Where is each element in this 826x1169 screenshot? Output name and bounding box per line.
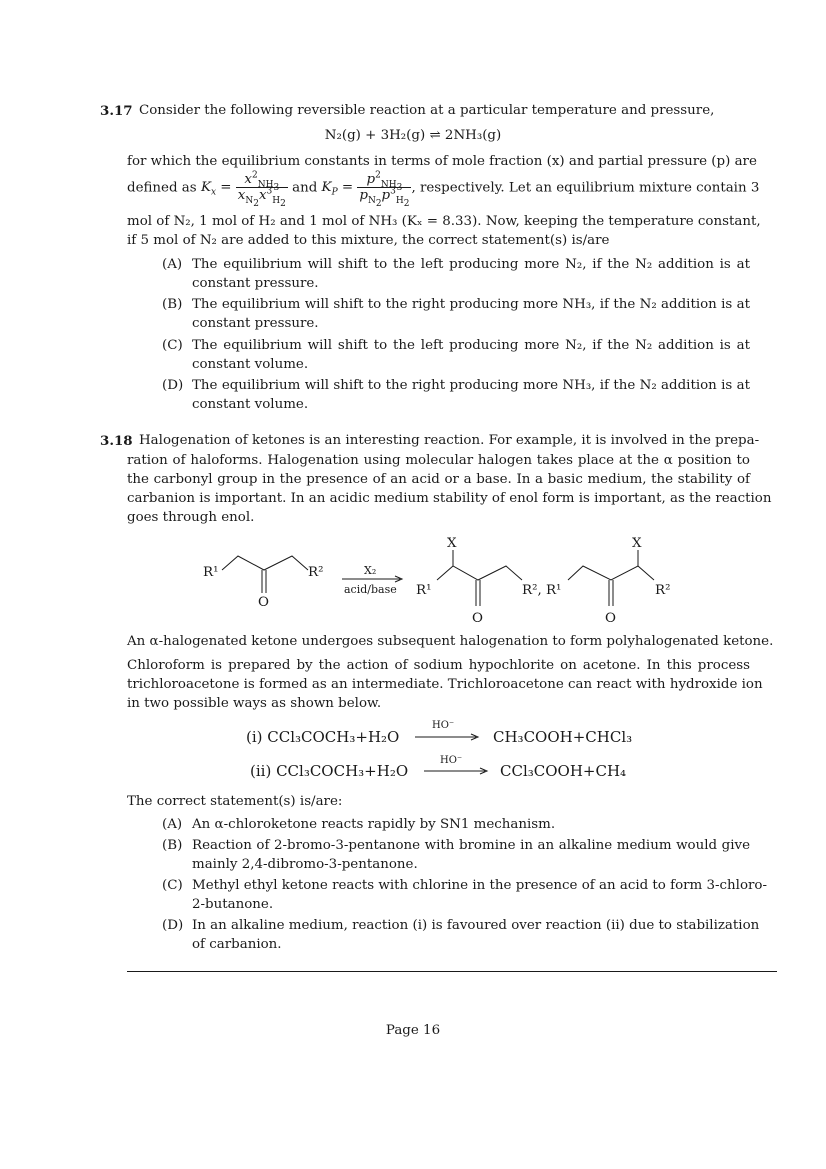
option-text: constant volume. (192, 357, 309, 372)
text-line: An α-halogenated ketone undergoes subsequent halogenation to form polyhalogenated ketone. (127, 634, 774, 649)
reaction-arrow (423, 766, 489, 776)
product2-skeleton (568, 566, 654, 580)
text-line: in two possible ways as shown below. (127, 696, 382, 711)
option-text: Methyl ethyl ketone reacts with chlorine in the presence of an acid to form 3-chloro- (192, 878, 767, 893)
page-number: Page 16 (385, 1023, 441, 1038)
equilibrium-constant-definitions (127, 170, 760, 209)
text-line: the carbonyl group in the presence of an acid or a base. In a basic medium, the stability of (127, 472, 750, 487)
oxygen-label: O (258, 595, 269, 610)
text-line: for which the equilibrium constants in terms of mole fraction (x) and partial pressure (p) are (127, 154, 757, 169)
text-fragment: defined as (127, 180, 197, 196)
r1-label: R¹ (416, 583, 432, 598)
option-text: constant volume. (192, 397, 309, 412)
halogen-label: X (632, 536, 642, 551)
oxygen-label: O (472, 611, 483, 626)
option-label: (B) (162, 297, 183, 312)
oxygen-label: O (605, 611, 616, 626)
option-text: The equilibrium will shift to the left producing more N₂, if the N₂ addition is at (192, 257, 750, 272)
r1-label: R¹ (203, 565, 219, 580)
halogenation-scheme (0, 530, 826, 630)
text-line: mol of N₂, 1 mol of H₂ and 1 mol of NH₃ (Kₓ = 8.33). Now, keeping the temperature constant, (127, 214, 761, 229)
option-label: (B) (162, 838, 183, 853)
condition-label: acid/base (344, 583, 397, 596)
reaction-reagent: HO⁻ (432, 720, 455, 731)
r2-label: R² (308, 565, 324, 580)
text-line: goes through enol. (127, 510, 255, 525)
option-text: 2-butanone. (192, 897, 274, 912)
question-number: 3.17 (100, 103, 133, 119)
reaction-equation: N₂(g) + 3H₂(g) ⇌ 2NH₃(g) (324, 128, 502, 143)
question-prompt: The correct statement(s) is/are: (127, 794, 343, 809)
option-label: (A) (162, 817, 183, 832)
text-line: trichloroacetone is formed as an intermediate. Trichloroacetone can react with hydroxide ion (127, 677, 763, 692)
reagent-label: X₂ (364, 564, 377, 577)
option-text: An α-chloroketone reacts rapidly by SN1 mechanism. (192, 817, 556, 832)
option-text: mainly 2,4-dibromo-3-pentanone. (192, 857, 418, 872)
reaction-right: CCl₃COOH+CH₄ (500, 762, 627, 780)
text-fragment: and (292, 180, 318, 196)
reaction-reagent: HO⁻ (440, 755, 463, 766)
text-line: if 5 mol of N₂ are added to this mixture, the correct statement(s) is/are (127, 233, 610, 248)
option-label: (A) (162, 257, 183, 272)
kx-formula: $K_x$ = $\frac{x^2_{NH_3}}{x_{N_2}x^3_{H_2}}$ (200, 170, 286, 209)
option-label: (D) (162, 378, 184, 393)
option-label: (C) (162, 878, 183, 893)
option-text: constant pressure. (192, 316, 319, 331)
option-text: The equilibrium will shift to the right producing more NH₃, if the N₂ addition is at (192, 378, 750, 393)
question-number: 3.18 (100, 433, 133, 449)
question-intro: Consider the following reversible reaction at a particular temperature and pressure, (139, 103, 715, 118)
text-line: Halogenation of ketones is an interesting reaction. For example, it is involved in the prepa- (139, 433, 760, 448)
text-fragment: , respectively. Let an equilibrium mixture contain 3 (411, 180, 760, 196)
option-label: (C) (162, 338, 183, 353)
option-text: The equilibrium will shift to the right producing more NH₃, if the N₂ addition is at (192, 297, 750, 312)
text-line: carbanion is important. In an acidic medium stability of enol form is important, as the reaction (127, 491, 772, 506)
reaction-left: (i) CCl₃COCH₃+H₂O (246, 728, 400, 746)
option-text: of carbanion. (192, 937, 282, 952)
r2-r1-label: R², R¹ (522, 583, 562, 598)
text-line: ration of haloforms. Halogenation using molecular halogen takes place at the α position to (127, 453, 750, 468)
kp-formula: $K_P$ = $\frac{p^2_{NH_3}}{p_{N_2}p^3_{H_2}}$ (321, 170, 410, 209)
footer-rule (127, 971, 777, 972)
halogen-label: X (447, 536, 457, 551)
text-line: Chloroform is prepared by the action of sodium hypochlorite on acetone. In this process (127, 658, 750, 673)
option-text: Reaction of 2-bromo-3-pentanone with bromine in an alkaline medium would give (192, 838, 750, 853)
reaction-arrow (414, 732, 480, 742)
option-text: The equilibrium will shift to the left producing more N₂, if the N₂ addition is at (192, 338, 750, 353)
option-text: constant pressure. (192, 276, 319, 291)
reaction-right: CH₃COOH+CHCl₃ (493, 728, 633, 746)
reactant-skeleton (222, 556, 308, 570)
r2-label: R² (655, 583, 671, 598)
reaction-left: (ii) CCl₃COCH₃+H₂O (250, 762, 409, 780)
product1-skeleton (437, 566, 522, 580)
option-label: (D) (162, 918, 184, 933)
option-text: In an alkaline medium, reaction (i) is favoured over reaction (ii) due to stabilization (192, 918, 760, 933)
